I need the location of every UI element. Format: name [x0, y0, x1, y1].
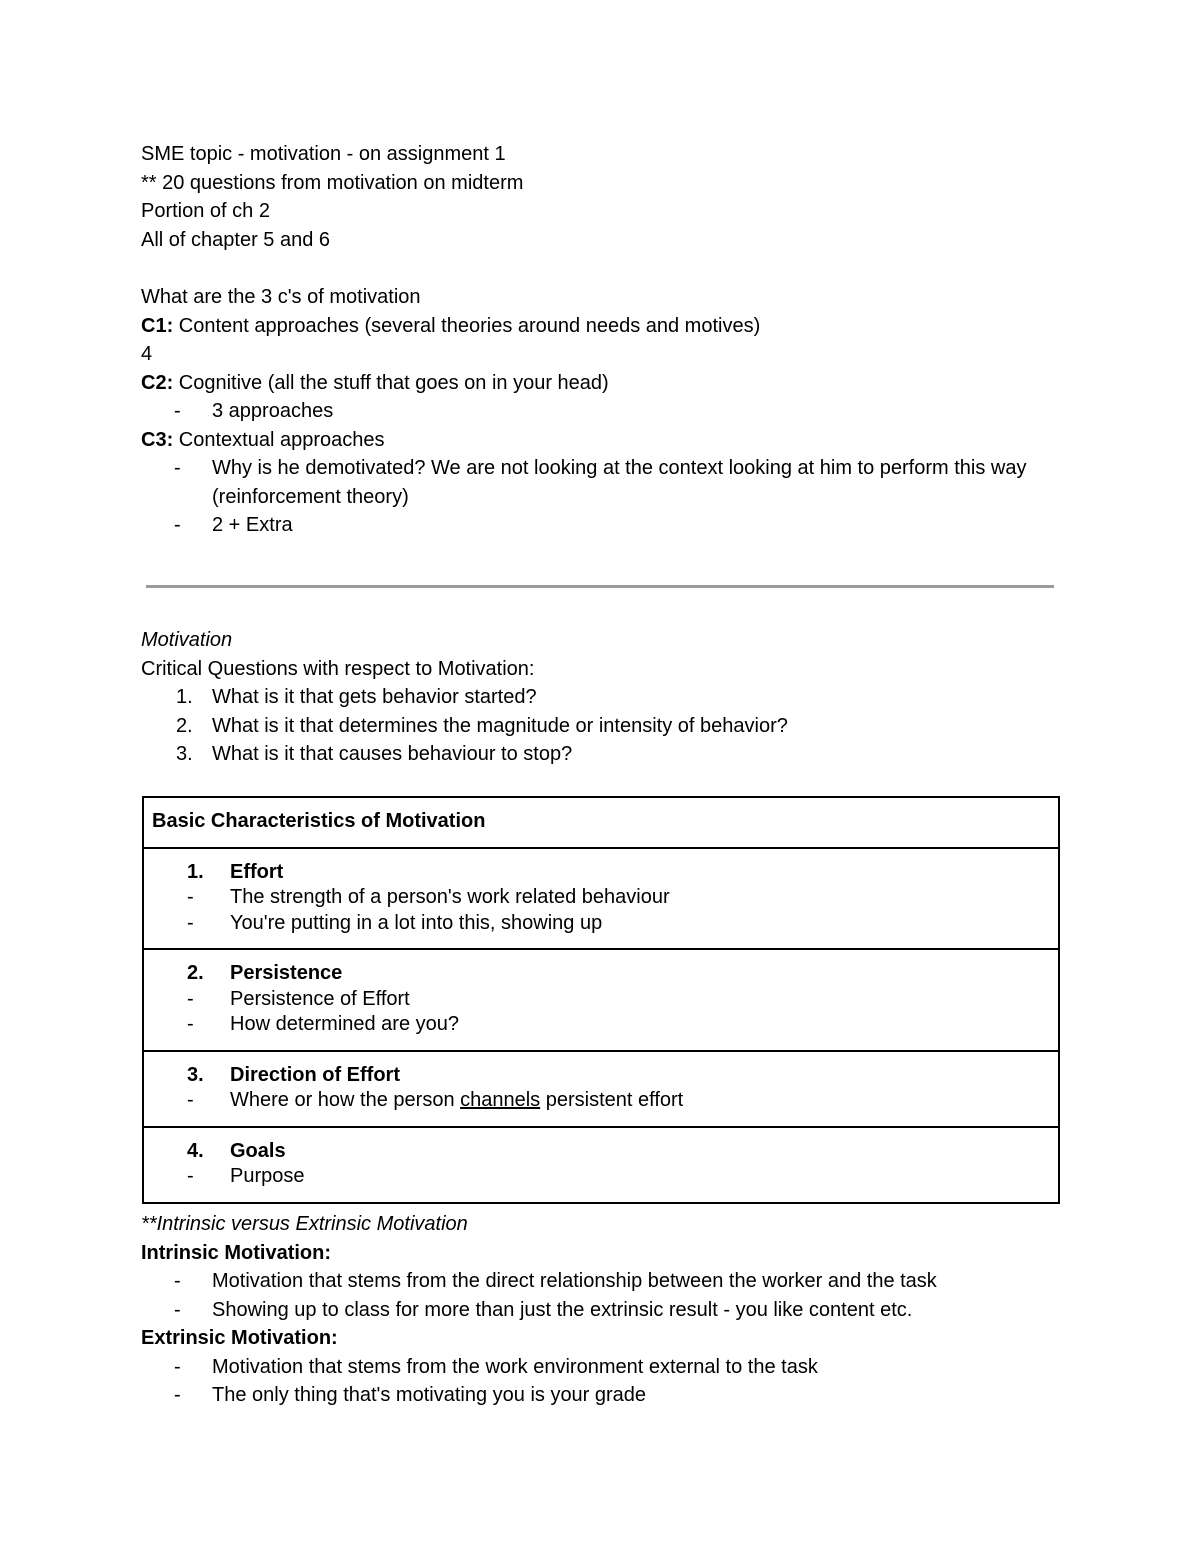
intro-line: All of chapter 5 and 6: [141, 228, 331, 251]
motivation-block: [141, 626, 788, 769]
characteristics-table: [142, 796, 1060, 1204]
c1-label: C1:: [141, 314, 174, 337]
intrinsic-bullet-text: Motivation that stems from the direct relationship between the worker and the task: [212, 1270, 937, 1292]
characteristic-bullet-text: You're putting in a lot into this, showing up: [230, 911, 603, 934]
question-text: What is it that gets behavior started?: [212, 686, 537, 708]
intrinsic-label: [141, 1239, 937, 1268]
bullet-marker: -: [174, 514, 181, 536]
question-number: 1.: [176, 686, 193, 708]
question-text: What is it that causes behaviour to stop?: [212, 743, 573, 765]
intro-line: SME topic - motivation - on assignment 1: [141, 143, 506, 165]
table-cell: [143, 1127, 1059, 1203]
bullet-marker: -: [187, 911, 194, 934]
characteristic-bullet-text: How determined are you?: [230, 1013, 460, 1035]
extrinsic-bullet: [141, 1381, 937, 1410]
intrinsic-bullet: [141, 1267, 937, 1296]
c2-bullet: [141, 397, 1062, 426]
characteristic-bullet-text: Purpose: [230, 1165, 305, 1187]
extrinsic-bullet-text: Motivation that stems from the work environment external to the task: [212, 1355, 818, 1378]
table-cell: [143, 848, 1059, 950]
characteristic-bullet-text: persistent effort: [540, 1089, 684, 1111]
question-item: [141, 683, 788, 712]
characteristic-bullet: [152, 987, 1050, 1013]
table-header: [143, 797, 1059, 848]
table-cell: [143, 949, 1059, 1051]
three-cs-block: [141, 283, 1062, 540]
intro-block: [141, 140, 523, 254]
characteristic-title-text: Goals: [230, 1139, 286, 1162]
characteristic-bullet: [152, 1164, 1050, 1190]
ie-title-text: **Intrinsic versus Extrinsic Motivation: [141, 1213, 468, 1235]
bullet-marker: -: [174, 1384, 181, 1406]
bullet-marker: -: [187, 886, 194, 908]
bullet-marker: -: [187, 1165, 194, 1187]
characteristic-bullet-text: The strength of a person's work related behaviour: [230, 886, 670, 908]
characteristic-title-text: Direction of Effort: [230, 1063, 400, 1086]
extrinsic-label-text: Extrinsic Motivation:: [141, 1327, 338, 1349]
characteristic-number: 3.: [187, 1063, 204, 1086]
characteristic-bullet-text: Where or how the person: [230, 1089, 461, 1111]
c1-count: 4: [141, 343, 153, 365]
intrinsic-bullet: [141, 1296, 937, 1325]
intrinsic-bullet-text: Showing up to class for more than just the extrinsic result - you like content etc.: [212, 1298, 913, 1321]
table-cell: [143, 1051, 1059, 1127]
intro-line: ** 20 questions from motivation on midterm: [141, 171, 524, 194]
bullet-marker: -: [174, 1298, 181, 1321]
horizontal-rule: [146, 585, 1054, 588]
c2-bullet-text: 3 approaches: [212, 400, 334, 422]
three-cs-question: What are the 3 c's of motivation: [141, 286, 421, 308]
characteristic-title: [152, 1063, 1050, 1089]
bullet-marker: -: [174, 1355, 181, 1378]
characteristic-number: 2.: [187, 962, 204, 984]
intro-line: Portion of ch 2: [141, 200, 270, 222]
c3-text: Contextual approaches: [173, 428, 385, 451]
motivation-title: [141, 626, 788, 655]
characteristic-bullet: [152, 885, 1050, 911]
characteristic-title-text: Persistence: [230, 962, 343, 984]
motivation-title-text: Motivation: [141, 629, 233, 651]
bullet-marker: -: [174, 400, 181, 422]
characteristic-number: 1.: [187, 860, 204, 883]
c3-bullet: [141, 454, 1062, 511]
c2-line: [141, 369, 1062, 398]
c1-line: [141, 312, 1062, 341]
c2-text: Cognitive (all the stuff that goes on in your head): [173, 371, 609, 394]
characteristic-title: [152, 961, 1050, 987]
table-header-row: [143, 797, 1059, 848]
intrinsic-extrinsic-block: [141, 1210, 937, 1410]
extrinsic-label: [141, 1324, 937, 1353]
characteristic-title: [152, 1139, 1050, 1165]
question-item: [141, 740, 788, 769]
table-row: [143, 949, 1059, 1051]
table-row: [143, 1051, 1059, 1127]
table-row: [143, 848, 1059, 950]
extrinsic-bullet-text: The only thing that's motivating you is your grade: [212, 1384, 647, 1406]
bullet-marker: -: [187, 987, 194, 1010]
c1-text: Content approaches (several theories around needs and motives): [173, 314, 761, 337]
characteristic-bullet: [152, 1088, 1050, 1114]
c2-label: C2:: [141, 371, 174, 394]
c3-bullet-text: 2 + Extra: [212, 514, 293, 536]
bullet-marker: -: [187, 1089, 194, 1111]
question-item: [141, 712, 788, 741]
question-number: 2.: [176, 714, 193, 737]
characteristic-title-text: Effort: [230, 860, 284, 883]
characteristic-bullet: [152, 1012, 1050, 1038]
motivation-subtitle: Critical Questions with respect to Motivation:: [141, 657, 535, 680]
table-row: [143, 1127, 1059, 1203]
characteristic-bullet-text: Persistence of Effort: [230, 987, 410, 1010]
c3-bullet: [141, 511, 1062, 540]
c3-label: C3:: [141, 428, 174, 451]
bullet-marker: -: [187, 1013, 194, 1035]
characteristic-bullet: [152, 911, 1050, 937]
c3-bullet-text: Why is he demotivated? We are not looking at the context looking at him to perform this way (reinforcement theory): [212, 457, 1027, 508]
question-text: What is it that determines the magnitude or intensity of behavior?: [212, 714, 788, 737]
ie-title: [141, 1210, 937, 1239]
c3-line: [141, 426, 1062, 455]
question-number: 3.: [176, 743, 193, 765]
bullet-marker: -: [174, 1270, 181, 1292]
table-header-text: Basic Characteristics of Motivation: [152, 810, 486, 832]
bullet-marker: -: [174, 457, 181, 479]
intrinsic-label-text: Intrinsic Motivation:: [141, 1241, 331, 1264]
underlined-word: channels: [460, 1089, 541, 1111]
extrinsic-bullet: [141, 1353, 937, 1382]
characteristic-title: [152, 860, 1050, 886]
characteristic-number: 4.: [187, 1139, 204, 1162]
